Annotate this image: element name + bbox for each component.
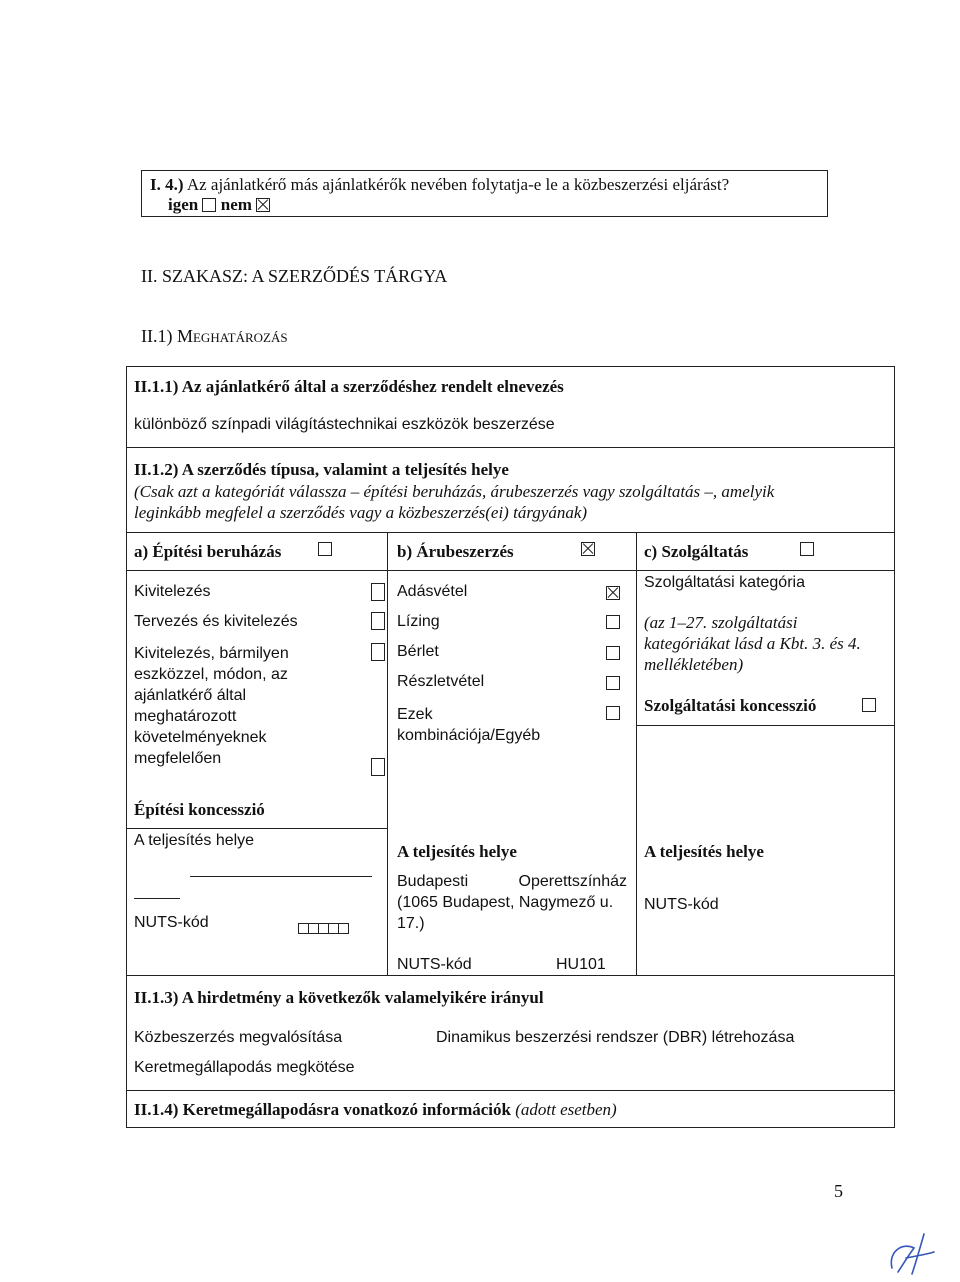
col-c-checkbox[interactable] xyxy=(800,542,814,556)
divider xyxy=(126,975,895,976)
col-a-item3-checkbox[interactable] xyxy=(371,758,385,776)
col-b-item5-checkbox[interactable] xyxy=(606,706,620,720)
col-c-place-label: A teljesítés helye xyxy=(644,842,764,861)
col-a-item1-checkbox[interactable] xyxy=(371,583,385,601)
section-ii-title: II. SZAKASZ: A SZERZŐDÉS TÁRGYA xyxy=(141,266,448,286)
col-b-place-value: Budapesti Operettszínház (1065 Budapest, Nagymező u. 17.) xyxy=(397,873,627,932)
ii12-note-line2: leginkább megfelel a szerződés vagy a közbeszerzés(ei) tárgyának) xyxy=(134,503,588,522)
col-b-item-ezek: Ezek kombinációja/Egyéb xyxy=(397,706,541,744)
section-i4-question: I. 4.) Az ajánlatkérő más ajánlatkérők nevében folytatja-e le a közbeszerzési eljárást? xyxy=(150,175,730,194)
col-b-item1-checkbox[interactable] xyxy=(606,586,620,600)
page-number: 5 xyxy=(834,1181,843,1201)
section-ii1-title: II.1) Meghatározás xyxy=(141,326,288,346)
col-c-concession-checkbox[interactable] xyxy=(862,698,876,712)
col-a-concession: Építési koncesszió xyxy=(134,800,265,819)
col-a-header: a) Építési beruházás xyxy=(134,542,282,561)
divider xyxy=(126,828,387,829)
col-b-item4-checkbox[interactable] xyxy=(606,676,620,690)
section-i4-answers xyxy=(168,195,270,215)
col-b-header: b) Árubeszerzés xyxy=(397,542,514,561)
col-a-item-tervezes: Tervezés és kivitelezés xyxy=(134,613,298,630)
col-c-category: Szolgáltatási kategória xyxy=(644,574,805,591)
col-c-nuts-label: NUTS-kód xyxy=(644,896,719,913)
divider xyxy=(126,1090,895,1091)
divider xyxy=(636,725,895,726)
col-a-nuts-boxes[interactable] xyxy=(298,917,349,937)
col-b-item-adasvetel: Adásvétel xyxy=(397,583,468,600)
no-label: nem xyxy=(220,195,252,214)
col-c-concession: Szolgáltatási koncesszió xyxy=(644,696,817,715)
ii11-value: különböző színpadi világítástechnikai eszközök beszerzése xyxy=(134,416,555,433)
col-b-item-reszletvetel: Részletvétel xyxy=(397,673,485,690)
ii13-option1: Közbeszerzés megvalósítása xyxy=(134,1029,343,1046)
col-b-item2-checkbox[interactable] xyxy=(606,615,620,629)
col-b-place-label: A teljesítés helye xyxy=(397,842,517,861)
i4-question-text: Az ajánlatkérő más ajánlatkérők nevében folytatja-e le a közbeszerzési eljárást? xyxy=(186,175,730,194)
ii13-option2: Dinamikus beszerzési rendszer (DBR) létrehozása xyxy=(436,1029,795,1046)
col-a-place-label: A teljesítés helye xyxy=(134,832,255,849)
col-a-checkbox[interactable] xyxy=(318,542,332,556)
col-c-note: (az 1–27. szolgáltatási kategóriákat lásd a Kbt. 3. és 4. mellékletében) xyxy=(644,613,861,674)
col-a-nuts-label: NUTS-kód xyxy=(134,914,209,931)
divider xyxy=(636,532,637,975)
divider xyxy=(126,570,895,571)
col-a-place-line xyxy=(190,876,372,877)
col-a-item3-checkbox-top[interactable] xyxy=(371,643,385,661)
col-c-header: c) Szolgáltatás xyxy=(644,542,749,561)
ii12-note-line1: (Csak azt a kategóriát válassza – építési beruházás, árubeszerzés vagy szolgáltatás –, amelyik xyxy=(134,482,775,501)
signature-initials xyxy=(884,1228,944,1278)
no-checkbox[interactable] xyxy=(256,198,270,212)
ii14-title: II.1.4) Keretmegállapodásra vonatkozó információk (adott esetben) xyxy=(134,1100,617,1119)
divider xyxy=(387,532,388,975)
yes-checkbox[interactable] xyxy=(202,198,216,212)
col-b-nuts-value: HU101 xyxy=(556,956,606,973)
divider xyxy=(126,532,895,533)
col-a-place-line2 xyxy=(134,898,180,899)
ii13-option3: Keretmegállapodás megkötése xyxy=(134,1059,355,1076)
col-a-item-kivitelezes-barmilyen: Kivitelezés, bármilyen eszközzel, módon, az ajánlatkérő által meghatározott követelményeknek megfelelően xyxy=(134,645,289,767)
col-b-item-lizing: Lízing xyxy=(397,613,440,630)
col-a-item2-checkbox[interactable] xyxy=(371,612,385,630)
col-b-item-berlet: Bérlet xyxy=(397,643,439,660)
ii11-title: II.1.1) Az ajánlatkérő által a szerződéshez rendelt elnevezés xyxy=(134,377,564,396)
divider xyxy=(126,447,895,448)
col-b-item3-checkbox[interactable] xyxy=(606,646,620,660)
yes-label: igen xyxy=(168,195,199,214)
ii13-title: II.1.3) A hirdetmény a következők valamelyikére irányul xyxy=(134,988,544,1007)
col-a-item-kivitelezes: Kivitelezés xyxy=(134,583,211,600)
ii12-title: II.1.2) A szerződés típusa, valamint a teljesítés helye xyxy=(134,460,509,479)
col-b-checkbox[interactable] xyxy=(581,542,595,556)
col-b-nuts-label: NUTS-kód xyxy=(397,956,472,973)
